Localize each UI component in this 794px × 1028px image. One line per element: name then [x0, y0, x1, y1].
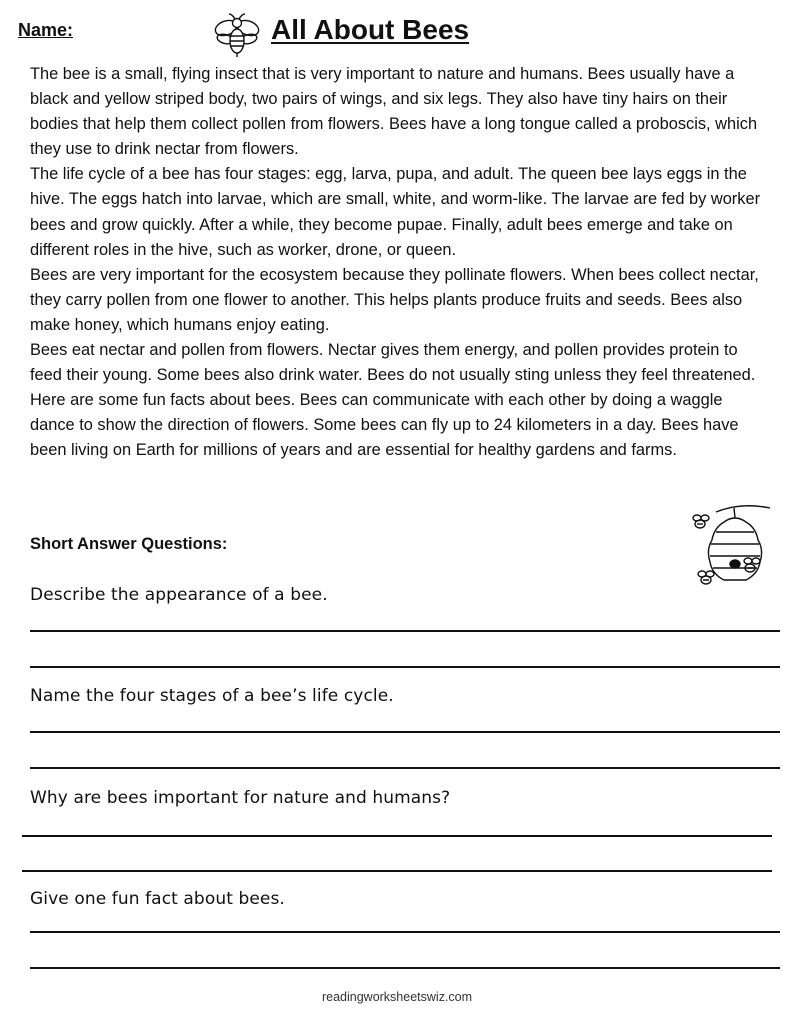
- reading-passage: [30, 62, 768, 464]
- answer-line[interactable]: [30, 931, 780, 933]
- name-label: Name:: [18, 20, 74, 40]
- passage-paragraph: Bees are very important for the ecosystem because they pollinate flowers. When bees collect nectar, they carry pollen from one flower to another. This helps plants produce fruits and seeds. Bees also make honey, which humans enjoy eating.: [30, 265, 759, 334]
- question-1: Describe the appearance of a bee.: [30, 585, 328, 605]
- answer-line[interactable]: [30, 967, 780, 969]
- passage-paragraph: The bee is a small, flying insect that is very important to nature and humans. Bees usually have a black and yellow striped body, two pairs of wings, and six legs. They also have tiny hairs on their bodies that help them collect pollen from flowers. Bees have a long tongue called a proboscis, which they use to drink nectar from flowers.: [30, 65, 758, 159]
- answer-line[interactable]: [30, 666, 780, 668]
- answer-line[interactable]: [22, 870, 772, 872]
- worksheet-title: All About Bees: [271, 14, 470, 45]
- question-4: Give one fun fact about bees.: [30, 889, 285, 909]
- answer-line[interactable]: [30, 767, 780, 769]
- footer-site: readingworksheetswiz.com: [321, 990, 473, 1004]
- question-3: Why are bees important for nature and humans?: [30, 788, 451, 808]
- passage-paragraph: The life cycle of a bee has four stages: egg, larva, pupa, and adult. The queen bee lays eggs in the hive. The eggs hatch into larvae, which are small, white, and worm-like. The larvae are fed by worker bees and grow quickly. After a while, they become pupae. Finally, adult bees emerge and take on different roles in the hive, such as worker, drone, or queen.: [30, 165, 761, 259]
- question-2: Name the four stages of a bee’s life cycle.: [30, 686, 394, 706]
- short-answer-heading: Short Answer Questions:: [30, 535, 228, 553]
- bee-icon: [212, 12, 262, 58]
- answer-line[interactable]: [30, 630, 780, 632]
- beehive-icon: [686, 500, 772, 600]
- answer-line[interactable]: [22, 835, 772, 837]
- passage-paragraph: Here are some fun facts about bees. Bees can communicate with each other by doing a waggle dance to show the direction of flowers. Some bees can fly up to 24 kilometers in a day. Bees have been living on Earth for millions of years and are essential for healthy gardens and farms.: [30, 391, 739, 460]
- passage-paragraph: Bees eat nectar and pollen from flowers. Nectar gives them energy, and pollen provides protein to feed their young. Some bees also drink water. Bees do not usually sting unless they feel threatened.: [30, 341, 756, 385]
- answer-line[interactable]: [30, 731, 780, 733]
